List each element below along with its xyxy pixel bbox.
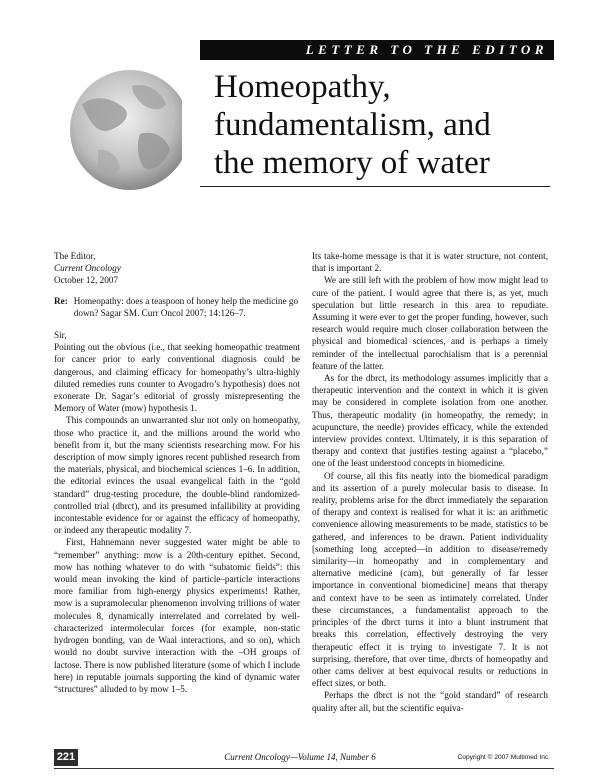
title-line: fundamentalism, and: [214, 107, 491, 143]
title-divider: [200, 186, 550, 187]
paragraph: First, Hahnemann never suggested water might be able to “remember” anything: mow is a 20th-century epithet. Second, mow has nothing whatever to do with “subatomic fields”: this would mean invoking the kind of particle–particle interactions more familiar from high-energy physics experiments! Rather, mow is a supramolecular phenomenon involving trillions of water molecules 8, dynamically interrelated and correlated by well-characterized intermolecular forces (for example, non-static hydrogen bonding, van de Waal interactions, and so on), which would no doubt survive interaction with the –OH groups of lactose. There is now published literature (some of which I include here) in reputable journals supporting the kind of dynamic water “structures” alluded to by mow 1–5.: [54, 537, 300, 694]
title-line: the memory of water: [214, 145, 490, 181]
paragraph: Of course, all this fits neatly into the biomedical paradigm and its assertion of a purely molecular basis to disease. In reality, problems arise for the dbrct immediately the separation of therapy and context is realised for what it is: an arithmetic convenience allowing measurements to be made, statistics to be gathered, and inferences to be drawn. Patient individuality [something long accepted—in addition to disease/remedy similarity—in homeopathy and in complementary and alternative medicine (cam), but generally of far lesser importance in conventional biomedicine] means that therapy and context have to be seen as intimately correlated. Under these circumstances, a fundamentalist approach to the principles of the dbrct turns it into a blunt instrument that breaks this correlation, effectively destroying the very therapeutic effect it is trying to investigate 7. It is not surprising, therefore, that over time, dbrcts of homeopathy and other cams deliver at best equivocal results or reductions in effect sizes, or both.: [312, 470, 548, 689]
paragraph: We are still left with the problem of how mow might lead to cure of the patient. I would agree that there is, as yet, much speculation but little research in this area to repudiate. Assuming it were ever to get the proper funding, however, such research would require much closer collaboration between the physical and biomedical sciences, and is perhaps a timely reminder of the intellectual parochialism that is a perennial feature of the latter.: [312, 275, 548, 371]
paragraph: Pointing out the obvious (i.e., that seeking homeopathic treatment for cancer prior to early conventional diagnosis could be dangerous, and claiming efficacy for homeopathy’s ultra-highly diluted remedies runs counter to Avogadro’s hypothesis) does not exonerate Dr. Sagar’s editorial of grossly misrepresenting the Memory of Water (mow) hypothesis 1.: [54, 342, 300, 414]
copyright-notice: Copyright © 2007 Multimed Inc.: [457, 754, 550, 761]
re-citation: Homeopathy: does a teaspoon of honey help the medicine go down? Sagar SM. Curr Oncol 2007; 14:126–7.: [73, 295, 299, 318]
paragraph: As for the dbrct, its methodology assumes implicitly that a therapeutic intervention and the context in which it is given may be considered in complete isolation from one another. Thus, therapeutic modality (in homeopathy, the remedy; in acupuncture, the needle) provides efficacy, while the extended interview provides context. Ultimately, it is this separation of therapy and context that justifies testing against a “placebo,” one of the least understood concepts in biomedicine.: [312, 373, 548, 469]
globe-icon: [62, 64, 182, 198]
section-label: LETTER TO THE EDITOR: [305, 42, 548, 57]
section-banner: [200, 40, 554, 60]
reference-block: [54, 295, 300, 319]
journal-footer: Current Oncology—Volume 14, Number 6: [224, 752, 376, 762]
article-title: [214, 68, 554, 182]
paragraph: Perhaps the dbrct is not the “gold standard” of research quality after all, but the scientific equiva-: [312, 690, 548, 713]
letter-date: October 12, 2007: [54, 275, 119, 286]
footer-divider: [54, 768, 554, 769]
addressee: The Editor,: [54, 251, 96, 261]
re-label: Re:: [54, 295, 68, 306]
paragraph: Its take-home message is that it is water structure, not content, that is important 2.: [312, 251, 548, 274]
title-line: Homeopathy,: [214, 69, 391, 105]
paragraph: This compounds an unwarranted slur not only on homeopathy, those who practice it, and the millions around the world who benefit from it, but the many scientists researching mow. For his description of mow simply ignores recent published research from the materials, physical, and biochemical sciences 1–6. In addition, the editorial evinces the usual evangelical faith in the “gold standard” drug-testing procedure, the double-blind randomized-controlled trial (dbrct), and its presumed infallibility at providing incontestable evidence for or against the efficacy of homeopathy, or indeed any therapeutic modality 7.: [54, 415, 300, 536]
page-number: 221: [54, 749, 78, 766]
right-column: [312, 250, 548, 714]
left-column: [54, 250, 300, 695]
salutation: Sir,: [54, 330, 67, 341]
journal-name: Current Oncology: [54, 263, 121, 274]
